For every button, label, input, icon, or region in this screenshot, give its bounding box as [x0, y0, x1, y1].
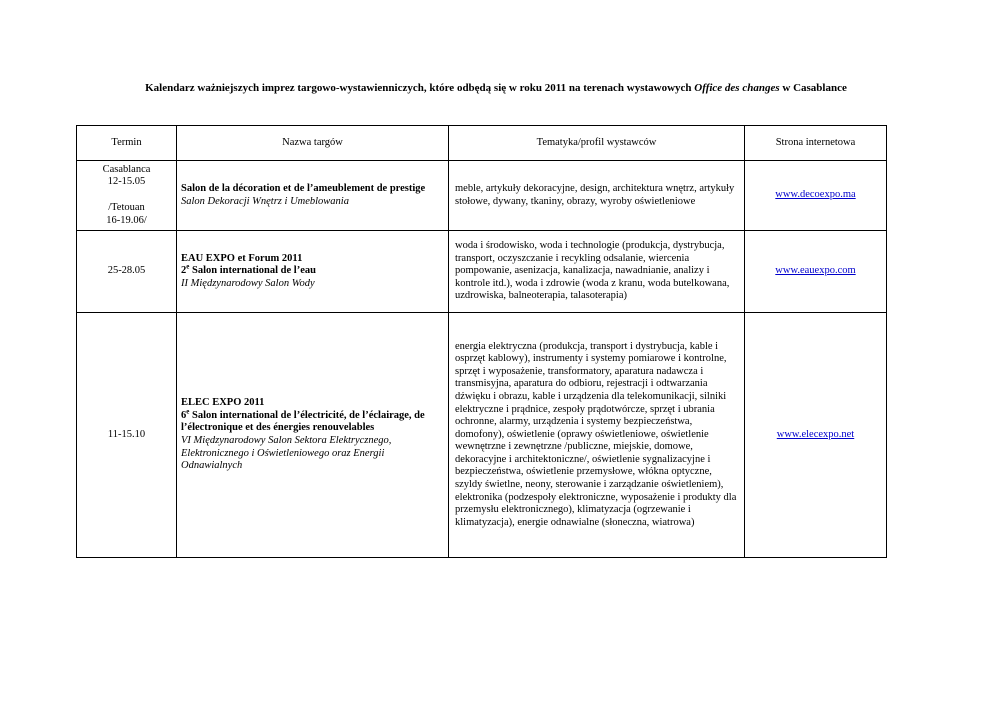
- table-header-row: [77, 126, 887, 161]
- ordinal-number: 6: [181, 409, 187, 421]
- website-link[interactable]: www.elecexpo.net: [776, 428, 855, 440]
- website-link[interactable]: www.decoexpo.ma: [775, 189, 856, 201]
- row-website: [745, 161, 887, 231]
- row-name: [177, 161, 449, 231]
- fair-subtitle: [181, 407, 444, 435]
- date-range-2: 16-19.06/: [106, 214, 147, 226]
- fair-subtitle-text: Salon international de l’électricité, de l’éclairage, de l’électronique et des énergies renouvelables: [181, 409, 425, 434]
- date-range: 12-15.05: [107, 176, 146, 188]
- header-tematyka: Tematyka/profil wystawców: [449, 126, 745, 161]
- row-name: [177, 313, 449, 558]
- row-date: [77, 161, 177, 231]
- date-city-2: /Tetouan: [108, 202, 145, 213]
- fair-name: EAU EXPO et Forum 2011: [181, 252, 303, 264]
- header-termin: Termin: [77, 126, 177, 161]
- ordinal-suffix: e: [186, 407, 190, 416]
- fairs-table: [76, 125, 887, 558]
- header-nazwa: Nazwa targów: [177, 126, 449, 161]
- fair-subtitle: [181, 262, 444, 278]
- row-profile: woda i środowisko, woda i technologie (produkcja, dystrybucja, transport, oczyszczanie i recykling odsalanie, wiercenia pompowanie, asenizacja, kanalizacja, nawadnianie, analizy i kontrole itd.), woda i zdrowie (woda z kranu, woda butelkowana, uzdrowiska, balneoterapia, talasoterapia): [449, 231, 745, 313]
- row-date: 25-28.05: [77, 231, 177, 313]
- table-row: [77, 161, 887, 231]
- ordinal-suffix: e: [186, 262, 190, 271]
- row-profile: energia elektryczna (produkcja, transport i dystrybucja, kable i osprzęt kablowy), instrumenty i systemy pomiarowe i kontrolne, sprzęt i wyposażenie, transformatory, aparatura nadawcza i transmisyjna, aparatura do odbioru, rejestracji i odtwarzania dźwięku i obrazu, kable i urządzenia dla telekomunikacji, silniki elektryczne i prądnice, zespoły prądotwórcze, sprzęt i ubrania ochronne, alarmy, urządzenia i systemy bezpieczeństwa, domofony), oświetlenie (oprawy oświetleniowe, oświetlenie wewnętrzne i zewnętrzne /publiczne, miejskie, domowe, dekoracyjne i architektoniczne/, oświetlenie sygnalizacyjne i bezpieczeństwa, oświetlenie przemysłowe, włókna optyczne, szyldy świetlne, neony, sterowanie i zarządzanie oświetleniem), elektronika (podzespoły elektroniczne, wyposażenie i produkty dla przemysłu elektronicznego), klimatyzacja (ogrzewanie i klimatyzacja), energie odnawialne (słoneczna, wiatrowa): [449, 313, 745, 558]
- fair-name-pl: VI Międzynarodowy Salon Sektora Elektrycznego, Elektronicznego i Oświetleniowego oraz Energii Odnawialnych: [181, 435, 392, 472]
- website-link[interactable]: www.eauexpo.com: [775, 265, 856, 277]
- date-city: Casablanca: [102, 163, 151, 175]
- row-website: [745, 313, 887, 558]
- header-strona: Strona internetowa: [745, 126, 887, 161]
- title-italic: Office des changes: [694, 82, 780, 94]
- fair-subtitle-text: Salon international de l’eau: [189, 265, 316, 277]
- fair-name: Salon de la décoration et de l’ameublement de prestige: [181, 182, 426, 194]
- fair-name-pl: II Międzynarodowy Salon Wody: [181, 277, 315, 289]
- title-suffix: w Casablance: [779, 82, 847, 94]
- table-row: [77, 313, 887, 558]
- fair-name: ELEC EXPO 2011: [181, 397, 265, 409]
- fair-name-pl: Salon Dekoracji Wnętrz i Umeblowania: [181, 195, 349, 207]
- table-row: [77, 231, 887, 313]
- title-prefix: Kalendarz ważniejszych imprez targowo-wystawienniczych, które odbędą się w roku 2011 na terenach wystawowych: [145, 82, 695, 94]
- row-date: 11-15.10: [77, 313, 177, 558]
- row-profile: meble, artykuły dekoracyjne, design, architektura wnętrz, artykuły stołowe, dywany, tkaniny, obrazy, wyroby oświetleniowe: [449, 161, 745, 231]
- ordinal-number: 2: [181, 265, 187, 277]
- row-website: [745, 231, 887, 313]
- row-name: [177, 231, 449, 313]
- document-title: [40, 82, 952, 94]
